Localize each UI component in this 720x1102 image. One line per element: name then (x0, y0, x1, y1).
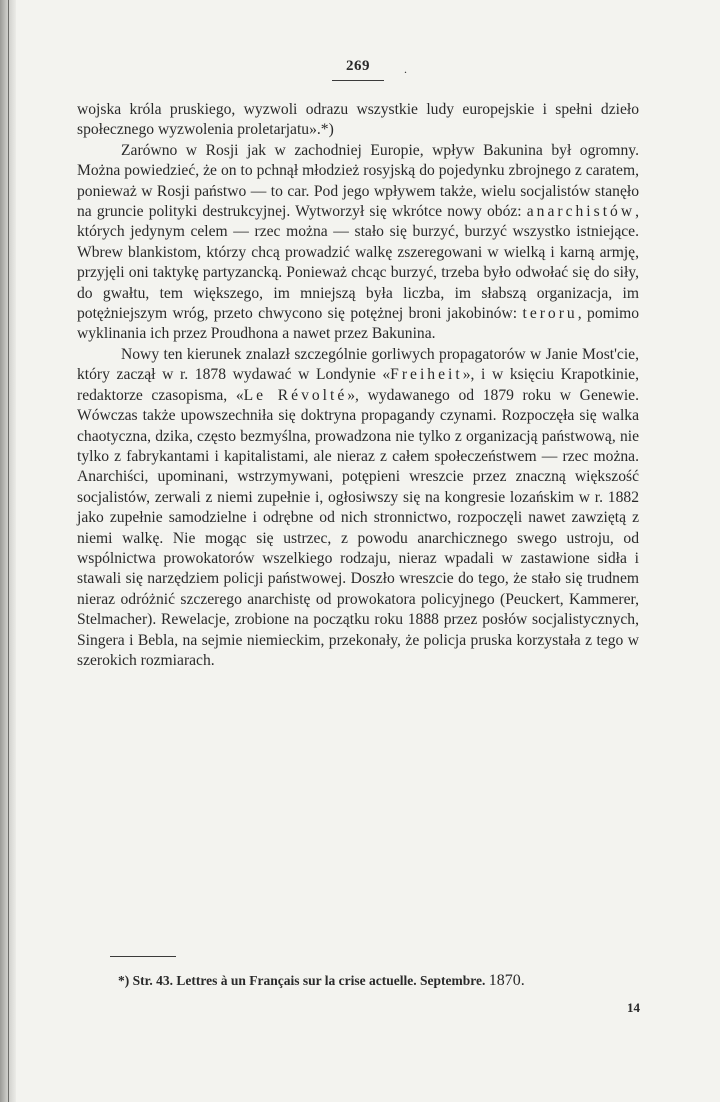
page-spine-line (8, 0, 9, 1102)
page-number: 269 (346, 58, 370, 74)
paragraph-bakunin-influence (77, 141, 639, 345)
page-mark: . (404, 62, 407, 76)
footnote-year: 1870. (488, 972, 525, 989)
paragraph-text: wojska króla pruskiego, wyzwoli odrazu wszystkie ludy europejskie i spełni dzieło społecznego wyzwolenia proletarjatu».*) (77, 101, 639, 139)
footnote-rule (110, 956, 176, 957)
paragraph-continuation (77, 100, 639, 141)
spaced-emphasis-text: teroru (522, 305, 578, 323)
spaced-emphasis-text: anarchistów (526, 203, 636, 221)
page-number-rule (332, 80, 384, 81)
footnote (118, 972, 640, 990)
footnote-text: *) Str. 43. Lettres à un Français sur la crise actuelle. Septembre. (118, 973, 489, 988)
paragraph-text: Nowy ten kierunek znalazł szczególnie gorliwych propagatorów w Janie Most'cie, który zaczął w r. 1878 wydawać w Londynie « (77, 345, 639, 384)
body-text (77, 100, 639, 671)
paragraph-text: , których jedynym celem — rzec można — stało się burzyć, burzyć wszystko istniejące. Wbrew blankistom, którzy chcą prowadzić walkę zszeregowani w wielką i karną armję, przyjęli oni taktykę partyzancką. Ponieważ chcąc burzyć, trzeba było odwołać się do siły, do gwałtu, tem większego, im mniejszą była liczba, im słabszą organizacja, im potężniejszym wróg, przeto chwycono się potężnej broni jakobinów: (77, 203, 639, 323)
paragraph-text: », i w księciu Krapotkinie, redaktorze czasopisma, « (77, 366, 639, 404)
paragraph-new-direction (77, 345, 639, 672)
spaced-emphasis-text: Freiheit (390, 366, 463, 384)
paragraph-text: , pomimo wyklinania ich przez Proudhona a nawet przez Bakunina. (77, 305, 639, 343)
paragraph-text: », wydawanego od 1879 roku w Genewie. Wówczas także upowszechniła się doktryna propagandy czynami. Rozpoczęła się walka chaotyczna, dzika, często bezmyślna, prowadzona nie tylko z organizacją państwową, nie tylko z fabrykantami i kapitalistami, ale nieraz z całem społeczeństwem — rzec można. Anarchiści, upominani, wstrzymywani, potępieni wreszcie przez znaczną większość socjalistów, zerwali z niemi zupełnie i, ogłosiwszy się na kongresie lozańskim w r. 1882 jako zupełnie samodzielne i odrębne od nich stronnictwo, rozpoczęli nawet zawziętą z niemi walkę. Nie mogąc się ustrzec, z powodu anarchicznego swego ustroju, od wspólnictwa prowokatorów wszelkiego rodzaju, nieraz wpadali w zastawione sidła i stawali się narzędziem policji państwowej. Doszło wreszcie do tego, że stało się trudnem nieraz odróżnić szczerego anarchistę od prowokatora policyjnego (Peuckert, Kammerer, Stelmacher). Rewelacje, zrobione na początku roku 1888 przez posłów socjalistycznych, Singera i Bebla, na sejmie niemieckim, przekonały, że policja pruska korzystała z tego w szerokich rozmiarach. (77, 386, 639, 669)
spaced-emphasis-text: Le Révolté (243, 386, 348, 404)
paragraph-text: Zarówno w Rosji jak w zachodniej Europie, wpływ Bakunina był ogromny. Można powiedzieć, że on to pchnął młodzież rosyjską do pojedynku zbrojnego z caratem, ponieważ w Rosji państwo — to car. Pod jego wpływem także, wielu socjalistów stanęło na gruncie polityki destrukcyjnej. Wytworzył się wkrótce nowy obóz: (77, 141, 639, 221)
signature-mark: 14 (627, 1000, 640, 1015)
